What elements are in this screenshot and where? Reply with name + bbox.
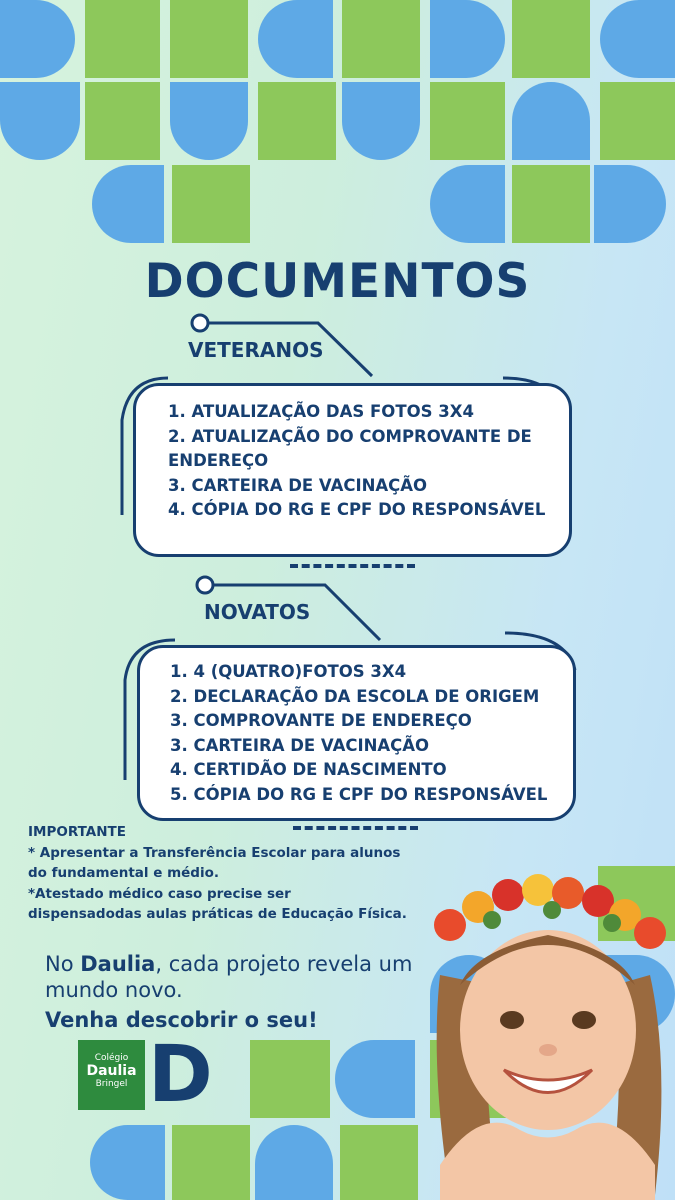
list-item: 3. COMPROVANTE DE ENDEREÇO bbox=[170, 711, 472, 730]
list-item: 3. CARTEIRA DE VACINAÇÃO bbox=[170, 735, 430, 755]
tagline-rest: , cada projeto revela um mundo novo. bbox=[45, 952, 413, 1002]
list-item: 5. CÓPIA DO RG E CPF DO RESPONSÁVEL bbox=[170, 784, 548, 804]
list-item: 2. ATUALIZAÇÃO DO COMPROVANTE DE ENDEREÇO bbox=[168, 426, 532, 470]
list-item: 1. 4 (QUATRO)FOTOS 3X4 bbox=[170, 662, 407, 681]
list-item: 1. ATUALIZAÇÃO DAS FOTOS 3X4 bbox=[168, 402, 474, 421]
important-line-2: *Atestado médico caso precise ser dispensadodas aulas práticas de Educação Física. bbox=[28, 885, 407, 922]
divider bbox=[290, 564, 415, 568]
tagline-brand: Daulia bbox=[80, 952, 156, 976]
list-item: 2. DECLARAÇÃO DA ESCOLA DE ORIGEM bbox=[170, 686, 540, 706]
page-title: DOCUMENTOS bbox=[144, 254, 531, 309]
veteranos-label: VETERANOS bbox=[188, 338, 324, 362]
list-item: 3. CARTEIRA DE VACINAÇÃO bbox=[168, 475, 428, 495]
important-heading: IMPORTANTE bbox=[28, 824, 126, 840]
novatos-label: NOVATOS bbox=[204, 600, 311, 624]
list-item: 4. CÓPIA DO RG E CPF DO RESPONSÁVEL bbox=[168, 500, 546, 519]
tagline-prefix: No bbox=[45, 952, 81, 976]
tagline bbox=[45, 951, 425, 1033]
logo-top: Colégio bbox=[94, 1053, 129, 1063]
logo-letter: D bbox=[148, 1030, 213, 1120]
novatos-panel bbox=[137, 645, 576, 821]
important-note bbox=[28, 822, 408, 925]
child-photo bbox=[420, 865, 675, 1200]
logo-bottom: Bringel bbox=[95, 1079, 128, 1089]
tagline-cta: Venha descobrir o seu! bbox=[45, 1008, 318, 1032]
list-item: 4. CERTIDÃO DE NASCIMENTO bbox=[170, 760, 447, 779]
important-line-1: * Apresentar a Transferência Escolar para alunos do fundamental e médio. bbox=[28, 844, 401, 881]
veteranos-panel bbox=[133, 383, 572, 557]
logo-box bbox=[78, 1040, 145, 1110]
school-logo bbox=[78, 1030, 213, 1120]
logo-name: Daulia bbox=[86, 1063, 137, 1079]
